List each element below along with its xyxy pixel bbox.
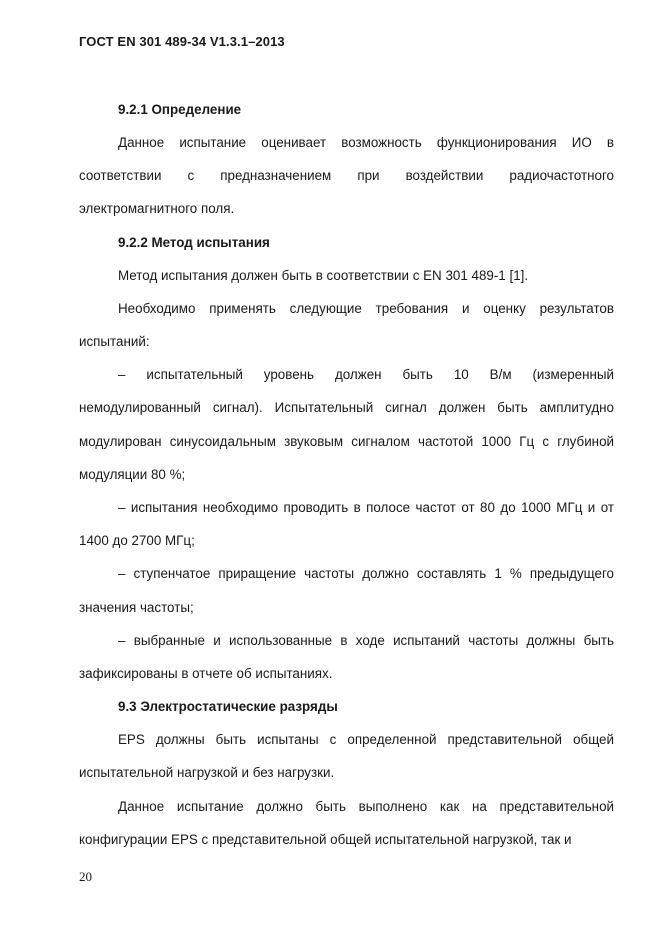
document-header: ГОСТ EN 301 489-34 V1.3.1–2013 — [79, 34, 285, 49]
paragraph-eps-configuration: Данное испытание должно быть выполнено как на представительной конфигурации EPS с представительной общей испытательной нагрузкой, так и — [79, 798, 614, 847]
list-item-frequencies-recorded: – выбранные и использованные в ходе испытаний частоты должны быть зафиксированы в отчете об испытаниях. — [79, 632, 614, 682]
paragraph-definition: Данное испытание оценивает возможность функционирования ИО в соответствии с предназначением при воздействии радиочастотного электромагнитного поля. — [79, 135, 614, 217]
list-item-frequency-band: – испытания необходимо проводить в полосе частот от 80 до 1000 МГц и от 1400 до 2700 МГц; — [79, 500, 614, 549]
section-heading-9-2-1: 9.2.1 Определение — [118, 102, 242, 117]
page-number: 20 — [79, 869, 92, 884]
paragraph-requirements-intro: Необходимо применять следующие требования и оценку результатов испытаний: — [79, 300, 614, 350]
list-item-frequency-step: – ступенчатое приращение частоты должно составлять 1 % предыдущего значения частоты; — [79, 566, 614, 615]
paragraph-eps-load: EPS должны быть испытаны с определенной представительной общей испытательной нагрузкой и без нагрузки. — [79, 732, 614, 781]
list-item-test-level: – испытательный уровень должен быть 10 В/м (измеренный немодулированный сигнал). Испытательный сигнал должен быть амплитудно модулирован синусоидальным звуковым сигналом частотой 1000 Гц с глубиной модуляции 80 %; — [79, 367, 614, 482]
section-heading-9-3: 9.3 Электростатические разряды — [118, 699, 338, 715]
paragraph-test-method: Метод испытания должен быть в соответствии с EN 301 489-1 [1]. — [118, 267, 529, 283]
document-body — [79, 93, 614, 856]
section-heading-9-2-2: 9.2.2 Метод испытания — [118, 234, 270, 250]
